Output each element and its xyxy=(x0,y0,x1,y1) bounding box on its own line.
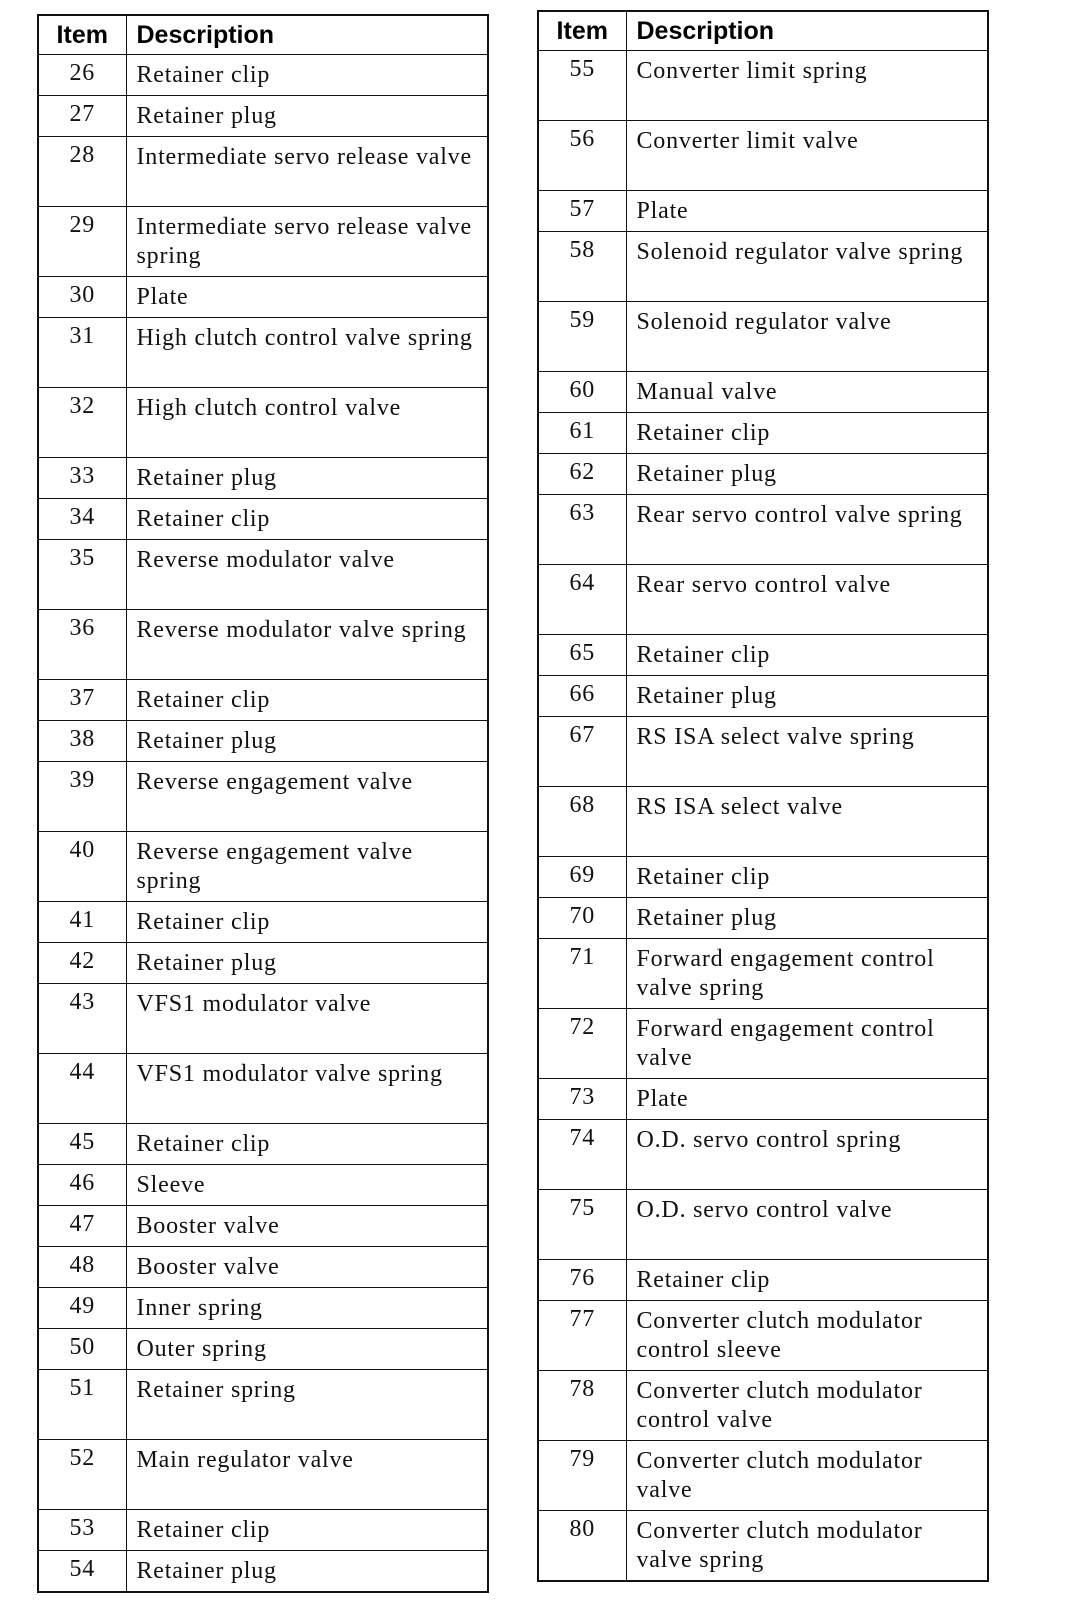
item-number: 27 xyxy=(38,96,126,137)
item-number: 80 xyxy=(538,1511,626,1582)
item-number: 71 xyxy=(538,939,626,1009)
item-number: 43 xyxy=(38,984,126,1054)
item-number: 48 xyxy=(38,1247,126,1288)
item-description: Forward engagement control valve xyxy=(626,1009,988,1079)
table-row xyxy=(538,372,988,413)
item-description: Intermediate servo release valve xyxy=(126,137,488,207)
item-description: Sleeve xyxy=(126,1165,488,1206)
description-column-header: Description xyxy=(126,15,488,55)
item-description: Retainer plug xyxy=(126,96,488,137)
item-description: Retainer clip xyxy=(126,902,488,943)
item-number: 32 xyxy=(38,388,126,458)
item-number: 33 xyxy=(38,458,126,499)
table-row xyxy=(538,635,988,676)
item-description: Rear servo control valve xyxy=(626,565,988,635)
item-number: 40 xyxy=(38,832,126,902)
item-number: 68 xyxy=(538,787,626,857)
item-number: 31 xyxy=(38,318,126,388)
table-row xyxy=(38,721,488,762)
table-row xyxy=(538,454,988,495)
item-description: VFS1 modulator valve spring xyxy=(126,1054,488,1124)
item-description: Plate xyxy=(626,191,988,232)
table-row xyxy=(538,1190,988,1260)
item-description: Converter limit valve xyxy=(626,121,988,191)
item-number: 37 xyxy=(38,680,126,721)
table-row xyxy=(38,318,488,388)
item-number: 64 xyxy=(538,565,626,635)
table-row xyxy=(38,458,488,499)
item-number: 47 xyxy=(38,1206,126,1247)
item-description: Retainer plug xyxy=(126,943,488,984)
table-row xyxy=(38,984,488,1054)
item-description: Booster valve xyxy=(126,1206,488,1247)
item-description: Retainer clip xyxy=(126,680,488,721)
table-row xyxy=(538,676,988,717)
item-number: 30 xyxy=(38,277,126,318)
table-row xyxy=(38,1329,488,1370)
item-description: Rear servo control valve spring xyxy=(626,495,988,565)
item-number: 61 xyxy=(538,413,626,454)
item-description: Retainer plug xyxy=(626,454,988,495)
item-description: Outer spring xyxy=(126,1329,488,1370)
table-row xyxy=(538,1371,988,1441)
table-row xyxy=(38,902,488,943)
item-number: 53 xyxy=(38,1510,126,1551)
item-number: 44 xyxy=(38,1054,126,1124)
table-row xyxy=(538,857,988,898)
table-row xyxy=(538,232,988,302)
table-row xyxy=(38,1440,488,1510)
table-row xyxy=(538,121,988,191)
item-description: Converter clutch modulator valve spring xyxy=(626,1511,988,1582)
item-number: 52 xyxy=(38,1440,126,1510)
table-row xyxy=(538,413,988,454)
table-row xyxy=(38,137,488,207)
table-row xyxy=(38,540,488,610)
item-description: Main regulator valve xyxy=(126,1440,488,1510)
item-description: Solenoid regulator valve xyxy=(626,302,988,372)
item-description: Reverse modulator valve spring xyxy=(126,610,488,680)
table-row xyxy=(38,1551,488,1593)
item-number: 29 xyxy=(38,207,126,277)
item-number: 45 xyxy=(38,1124,126,1165)
item-number: 60 xyxy=(538,372,626,413)
item-number: 62 xyxy=(538,454,626,495)
item-description: RS ISA select valve spring xyxy=(626,717,988,787)
item-description: Retainer plug xyxy=(126,1551,488,1593)
item-number: 50 xyxy=(38,1329,126,1370)
item-description: Reverse modulator valve xyxy=(126,540,488,610)
item-number: 70 xyxy=(538,898,626,939)
item-column-header: Item xyxy=(538,11,626,51)
item-description: Converter clutch modulator valve xyxy=(626,1441,988,1511)
table-row xyxy=(538,1009,988,1079)
item-number: 75 xyxy=(538,1190,626,1260)
item-description: O.D. servo control valve xyxy=(626,1190,988,1260)
item-description: RS ISA select valve xyxy=(626,787,988,857)
table-row xyxy=(38,96,488,137)
parts-table-right xyxy=(537,10,989,1582)
item-description: Retainer clip xyxy=(126,55,488,96)
item-number: 57 xyxy=(538,191,626,232)
item-number: 76 xyxy=(538,1260,626,1301)
item-number: 55 xyxy=(538,51,626,121)
item-description: High clutch control valve spring xyxy=(126,318,488,388)
item-number: 69 xyxy=(538,857,626,898)
table-row xyxy=(538,51,988,121)
table-row xyxy=(38,1124,488,1165)
table-row xyxy=(538,787,988,857)
table-row xyxy=(538,191,988,232)
item-description: Manual valve xyxy=(626,372,988,413)
item-number: 49 xyxy=(38,1288,126,1329)
item-description: Reverse engagement valve xyxy=(126,762,488,832)
item-description: Reverse engagement valve spring xyxy=(126,832,488,902)
item-number: 38 xyxy=(38,721,126,762)
item-number: 66 xyxy=(538,676,626,717)
item-description: Retainer spring xyxy=(126,1370,488,1440)
table-row xyxy=(38,207,488,277)
item-description: Converter clutch modulator control valve xyxy=(626,1371,988,1441)
table-row xyxy=(38,762,488,832)
table-row xyxy=(538,939,988,1009)
table-row xyxy=(38,943,488,984)
item-number: 35 xyxy=(38,540,126,610)
description-column-header: Description xyxy=(626,11,988,51)
table-row xyxy=(38,610,488,680)
item-number: 39 xyxy=(38,762,126,832)
item-description: Solenoid regulator valve spring xyxy=(626,232,988,302)
table-row xyxy=(38,1510,488,1551)
table-row xyxy=(538,495,988,565)
item-description: Retainer plug xyxy=(626,898,988,939)
item-description: Retainer clip xyxy=(126,1124,488,1165)
table-row xyxy=(38,1288,488,1329)
table-row xyxy=(38,388,488,458)
item-number: 72 xyxy=(538,1009,626,1079)
table-row xyxy=(538,898,988,939)
table-row xyxy=(38,832,488,902)
item-number: 26 xyxy=(38,55,126,96)
item-number: 79 xyxy=(538,1441,626,1511)
item-number: 34 xyxy=(38,499,126,540)
item-description: O.D. servo control spring xyxy=(626,1120,988,1190)
item-number: 67 xyxy=(538,717,626,787)
item-description: Forward engagement control valve spring xyxy=(626,939,988,1009)
item-number: 78 xyxy=(538,1371,626,1441)
item-number: 51 xyxy=(38,1370,126,1440)
item-number: 42 xyxy=(38,943,126,984)
item-number: 73 xyxy=(538,1079,626,1120)
table-row xyxy=(538,302,988,372)
table-row xyxy=(538,1511,988,1582)
item-description: High clutch control valve xyxy=(126,388,488,458)
table-row xyxy=(538,565,988,635)
item-description: Retainer clip xyxy=(126,499,488,540)
table-row xyxy=(538,1120,988,1190)
parts-table-left xyxy=(37,14,489,1593)
table-row xyxy=(38,277,488,318)
item-description: Plate xyxy=(126,277,488,318)
item-column-header: Item xyxy=(38,15,126,55)
item-description: Retainer clip xyxy=(626,1260,988,1301)
table-row xyxy=(538,717,988,787)
item-description: Retainer plug xyxy=(626,676,988,717)
item-number: 77 xyxy=(538,1301,626,1371)
item-number: 65 xyxy=(538,635,626,676)
table-row xyxy=(38,55,488,96)
item-description: Retainer plug xyxy=(126,721,488,762)
table-row xyxy=(38,1247,488,1288)
item-description: Inner spring xyxy=(126,1288,488,1329)
item-description: Retainer clip xyxy=(126,1510,488,1551)
item-description: Retainer clip xyxy=(626,413,988,454)
table-row xyxy=(38,1370,488,1440)
item-description: Intermediate servo release valve spring xyxy=(126,207,488,277)
item-number: 58 xyxy=(538,232,626,302)
table-row xyxy=(538,1441,988,1511)
item-description: Retainer plug xyxy=(126,458,488,499)
table-row xyxy=(38,1165,488,1206)
item-number: 46 xyxy=(38,1165,126,1206)
item-description: Converter clutch modulator control sleeve xyxy=(626,1301,988,1371)
item-description: VFS1 modulator valve xyxy=(126,984,488,1054)
table-row xyxy=(538,1260,988,1301)
item-description: Converter limit spring xyxy=(626,51,988,121)
table-row xyxy=(38,680,488,721)
table-row xyxy=(38,1054,488,1124)
item-number: 41 xyxy=(38,902,126,943)
item-number: 59 xyxy=(538,302,626,372)
item-number: 36 xyxy=(38,610,126,680)
item-description: Retainer clip xyxy=(626,857,988,898)
item-description: Booster valve xyxy=(126,1247,488,1288)
table-row xyxy=(38,499,488,540)
item-number: 56 xyxy=(538,121,626,191)
item-description: Plate xyxy=(626,1079,988,1120)
table-row xyxy=(538,1079,988,1120)
item-number: 74 xyxy=(538,1120,626,1190)
item-number: 63 xyxy=(538,495,626,565)
item-number: 28 xyxy=(38,137,126,207)
table-row xyxy=(38,1206,488,1247)
table-row xyxy=(538,1301,988,1371)
item-number: 54 xyxy=(38,1551,126,1593)
item-description: Retainer clip xyxy=(626,635,988,676)
